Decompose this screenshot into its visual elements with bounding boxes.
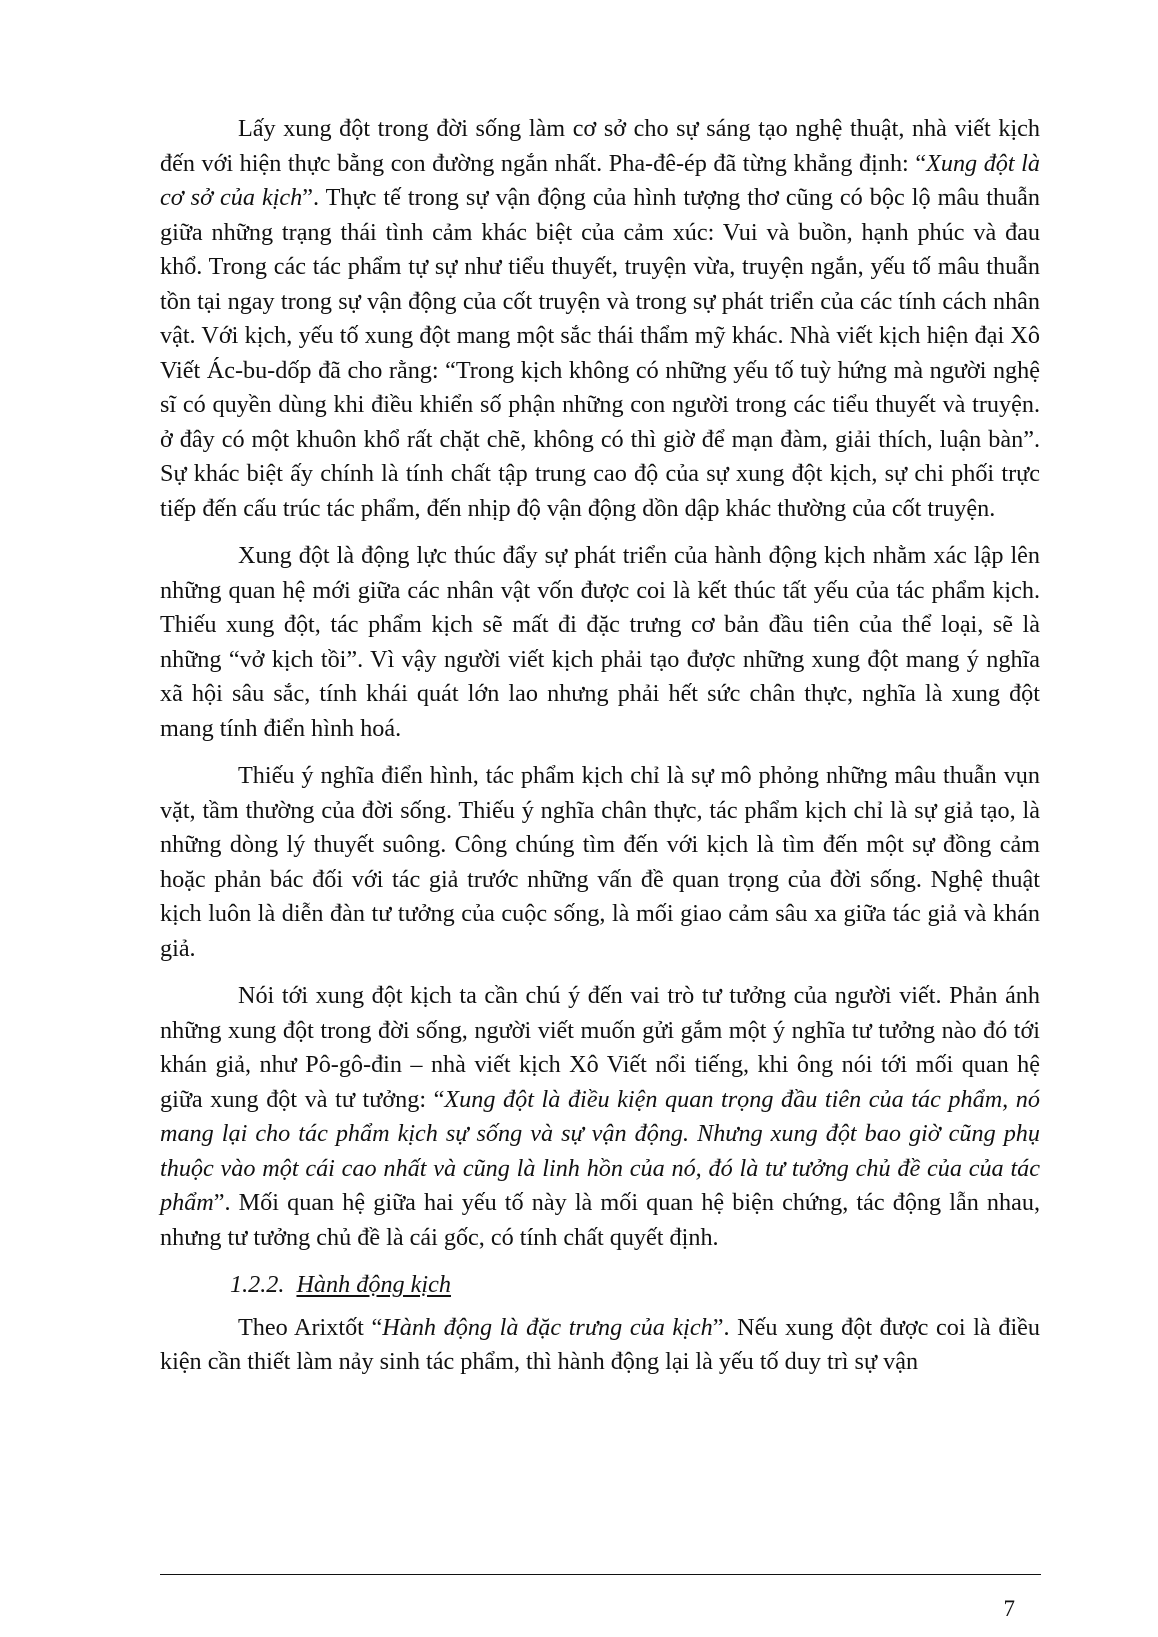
- paragraph: [160, 539, 1040, 746]
- text-run: Lấy xung đột trong đời sống làm cơ sở cho sự sáng tạo nghệ thuật, nhà viết kịch đến với hiện thực bằng con đường ngắn nhất. Pha-đê-ép đã từng khẳng định: “: [160, 115, 1040, 177]
- text-run: Nói tới xung đột kịch ta cần chú ý đến vai trò tư tưởng của người viết. Phản ánh những xung đột trong đời sống, người viết muốn gửi gắm một ý nghĩa tư tưởng nào đó tới khán giả, như Pô-gô-đin – nhà viết kịch Xô Viết nổi tiếng, khi ông nói tới mối quan hệ giữa xung đột và tư tưởng: “: [160, 982, 1040, 1113]
- text-run: ”. Mối quan hệ giữa hai yếu tố này là mối quan hệ biện chứng, tác động lẫn nhau, nhưng tư tưởng chủ đề là cái gốc, có tính chất quyết định.: [160, 1189, 1040, 1251]
- section-title: Hành động kịch: [296, 1271, 451, 1298]
- paragraph: [160, 759, 1040, 966]
- body-text: [160, 112, 1040, 1380]
- paragraph-list: [160, 112, 1040, 1255]
- section-heading: [160, 1268, 1040, 1303]
- footer-divider: [160, 1574, 1041, 1575]
- text-run: ”. Thực tế trong sự vận động của hình tượng thơ cũng có bộc lộ mâu thuẫn giữa những trạng thái tình cảm khác biệt của cảm xúc: Vui và buồn, hạnh phúc và đau khổ. Trong các tác phẩm tự sự như tiểu thuyết, truyện vừa, truyện ngắn, yếu tố mâu thuẫn tồn tại ngay trong sự vận động của cốt truyện và trong sự phát triển của các tính cách nhân vật. Với kịch, yếu tố xung đột mang một sắc thái thẩm mỹ khác. Nhà viết kịch hiện đại Xô Viết Ác-bu-dốp đã cho rằng: “Trong kịch không có những yếu tố tuỳ hứng mà người nghệ sĩ có quyền dùng khi điều khiển số phận những con người trong các tiểu thuyết và truyện. ở đây có một khuôn khổ rất chặt chẽ, không có thì giờ để mạn đàm, giải thích, luận bàn”. Sự khác biệt ấy chính là tính chất tập trung cao độ của sự xung đột kịch, sự chi phối trực tiếp đến cấu trúc tác phẩm, đến nhịp độ vận động dồn dập khác thường của cốt truyện.: [160, 184, 1040, 522]
- text-run: ”. Nếu xung đột được coi là điều kiện cần thiết làm nảy sinh tác phẩm, thì hành động lại là yếu tố duy trì sự vận: [160, 1313, 1040, 1375]
- paragraph: [160, 979, 1040, 1255]
- italic-quote: Xung đột là điều kiện quan trọng đầu tiên của tác phẩm, nó mang lại cho tác phẩm kịch sự sống và sự vận động. Nhưng xung đột bao giờ cũng phụ thuộc vào một cái cao nhất và cũng là linh hồn của nó, đó là tư tưởng chủ đề của của tác phẩm: [160, 1085, 1040, 1216]
- paragraph-hanh-dong: [160, 1311, 1040, 1380]
- text-run: Xung đột là động lực thúc đẩy sự phát triển của hành động kịch nhằm xác lập lên những quan hệ mới giữa các nhân vật vốn được coi là kết thúc tất yếu của tác phẩm kịch. Thiếu xung đột, tác phẩm kịch sẽ mất đi đặc trưng cơ bản đầu tiên của thể loại, sẽ là những “vở kịch tồi”. Vì vậy người viết kịch phải tạo được những xung đột mang ý nghĩa xã hội sâu sắc, tính khái quát lớn lao nhưng phải hết sức chân thực, nghĩa là xung đột mang tính điển hình hoá.: [160, 542, 1040, 742]
- text-run: Theo Arixtốt “: [238, 1313, 383, 1341]
- section-number: 1.2.2.: [230, 1271, 285, 1298]
- paragraph: [160, 112, 1040, 526]
- italic-quote: Xung đột là cơ sở của kịch: [160, 149, 1040, 211]
- text-run: Thiếu ý nghĩa điển hình, tác phẩm kịch chỉ là sự mô phỏng những mâu thuẫn vụn vặt, tầm thường của đời sống. Thiếu ý nghĩa chân thực, tác phẩm kịch chỉ là sự giả tạo, là những dòng lý thuyết suông. Công chúng tìm đến với kịch là tìm đến một sự đồng cảm hoặc phản bác đối với tác giả trước những vấn đề quan trọng của đời sống. Nghệ thuật kịch luôn là diễn đàn tư tưởng của cuộc sống, là mối giao cảm sâu xa giữa tác giả và khán giả.: [160, 762, 1040, 962]
- italic-quote: Hành động là đặc trưng của kịch: [382, 1313, 713, 1341]
- page-number: 7: [1003, 1596, 1015, 1621]
